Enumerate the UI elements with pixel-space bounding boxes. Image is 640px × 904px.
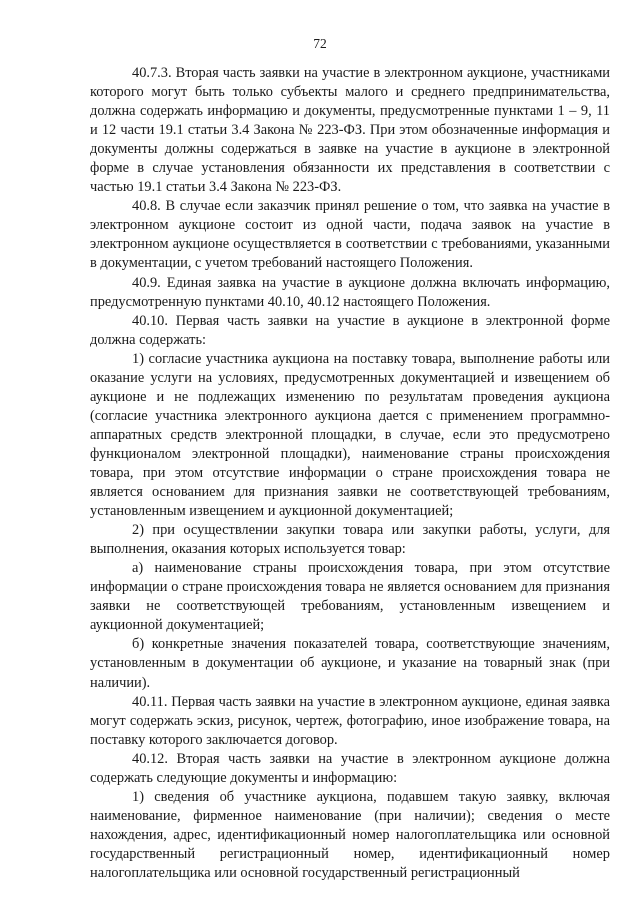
paragraph-40-8: 40.8. В случае если заказчик принял решение о том, что заявка на участие в электронном аукционе состоит из одной части, подача заявок на участие в электронном аукционе осуществляется в соответствии с требованиями, указанными в документации, с учетом требований настоящего Положения.	[90, 198, 610, 272]
paragraph-40-12-item-1: 1) сведения об участнике аукциона, подавшем такую заявку, включая наименование, фирменное наименование (при наличии); сведения о месте нахождения, адрес, идентификационный номер налогоплательщика или основной государственный регистрационный номер, идентификационный номер налогоплательщика или основной государственный регистрационный	[90, 788, 610, 881]
paragraph-40-10-item-2b: б) конкретные значения показателей товара, соответствующие значениям, установленным в документации об аукционе, и указание на товарный знак (при наличии).	[90, 636, 610, 691]
paragraph-40-10: 40.10. Первая часть заявки на участие в аукционе в электронной форме должна содержать:	[90, 312, 610, 348]
paragraph-40-10-item-2a: а) наименование страны происхождения товара, при этом отсутствие информации о стране происхождения товара не является основанием для признания заявки не соответствующей требованиям, установленным извещением и аукционной документацией;	[90, 560, 610, 634]
page-number: 72	[313, 36, 327, 51]
paragraph-40-7-3: 40.7.3. Вторая часть заявки на участие в электронном аукционе, участниками которого могут быть только субъекты малого и среднего предпринимательства, должна содержать информацию и документы, предусмотренные пунктами 1 – 9, 11 и 12 части 19.1 статьи 3.4 Закона № 223-ФЗ. При этом обозначенные информация и документы должны содержаться в заявке на участие в аукционе в электронной форме в случае установления обязанности их представления в соответствии с частью 19.1 статьи 3.4 Закона № 223-ФЗ.	[90, 65, 610, 196]
paragraph-40-10-item-1: 1) согласие участника аукциона на поставку товара, выполнение работы или оказание услуги на условиях, предусмотренных документацией и извещением об аукционе и не подлежащих изменению по результатам проведения аукциона (согласие участника электронного аукциона дается с применением программно-аппаратных средств электронной площадки, в случае, если это предусмотрено функционалом электронной площадки), наименование страны происхождения товара, при этом отсутствие информации о стране происхождения товара не является основанием для признания заявки не соответствующей требованиям, установленным извещением и аукционной документацией;	[90, 350, 610, 520]
paragraph-40-12: 40.12. Вторая часть заявки на участие в электронном аукционе должна содержать следующие документы и информацию:	[90, 750, 610, 786]
paragraph-40-9: 40.9. Единая заявка на участие в аукционе должна включать информацию, предусмотренную пунктами 40.10, 40.12 настоящего Положения.	[90, 274, 610, 310]
paragraph-40-11: 40.11. Первая часть заявки на участие в электронном аукционе, единая заявка могут содержать эскиз, рисунок, чертеж, фотографию, иное изображение товара, на поставку которого заключается договор.	[90, 693, 610, 748]
document-body	[90, 64, 610, 883]
paragraph-40-10-item-2: 2) при осуществлении закупки товара или закупки работы, услуги, для выполнения, оказания которых используется товар:	[90, 522, 610, 558]
